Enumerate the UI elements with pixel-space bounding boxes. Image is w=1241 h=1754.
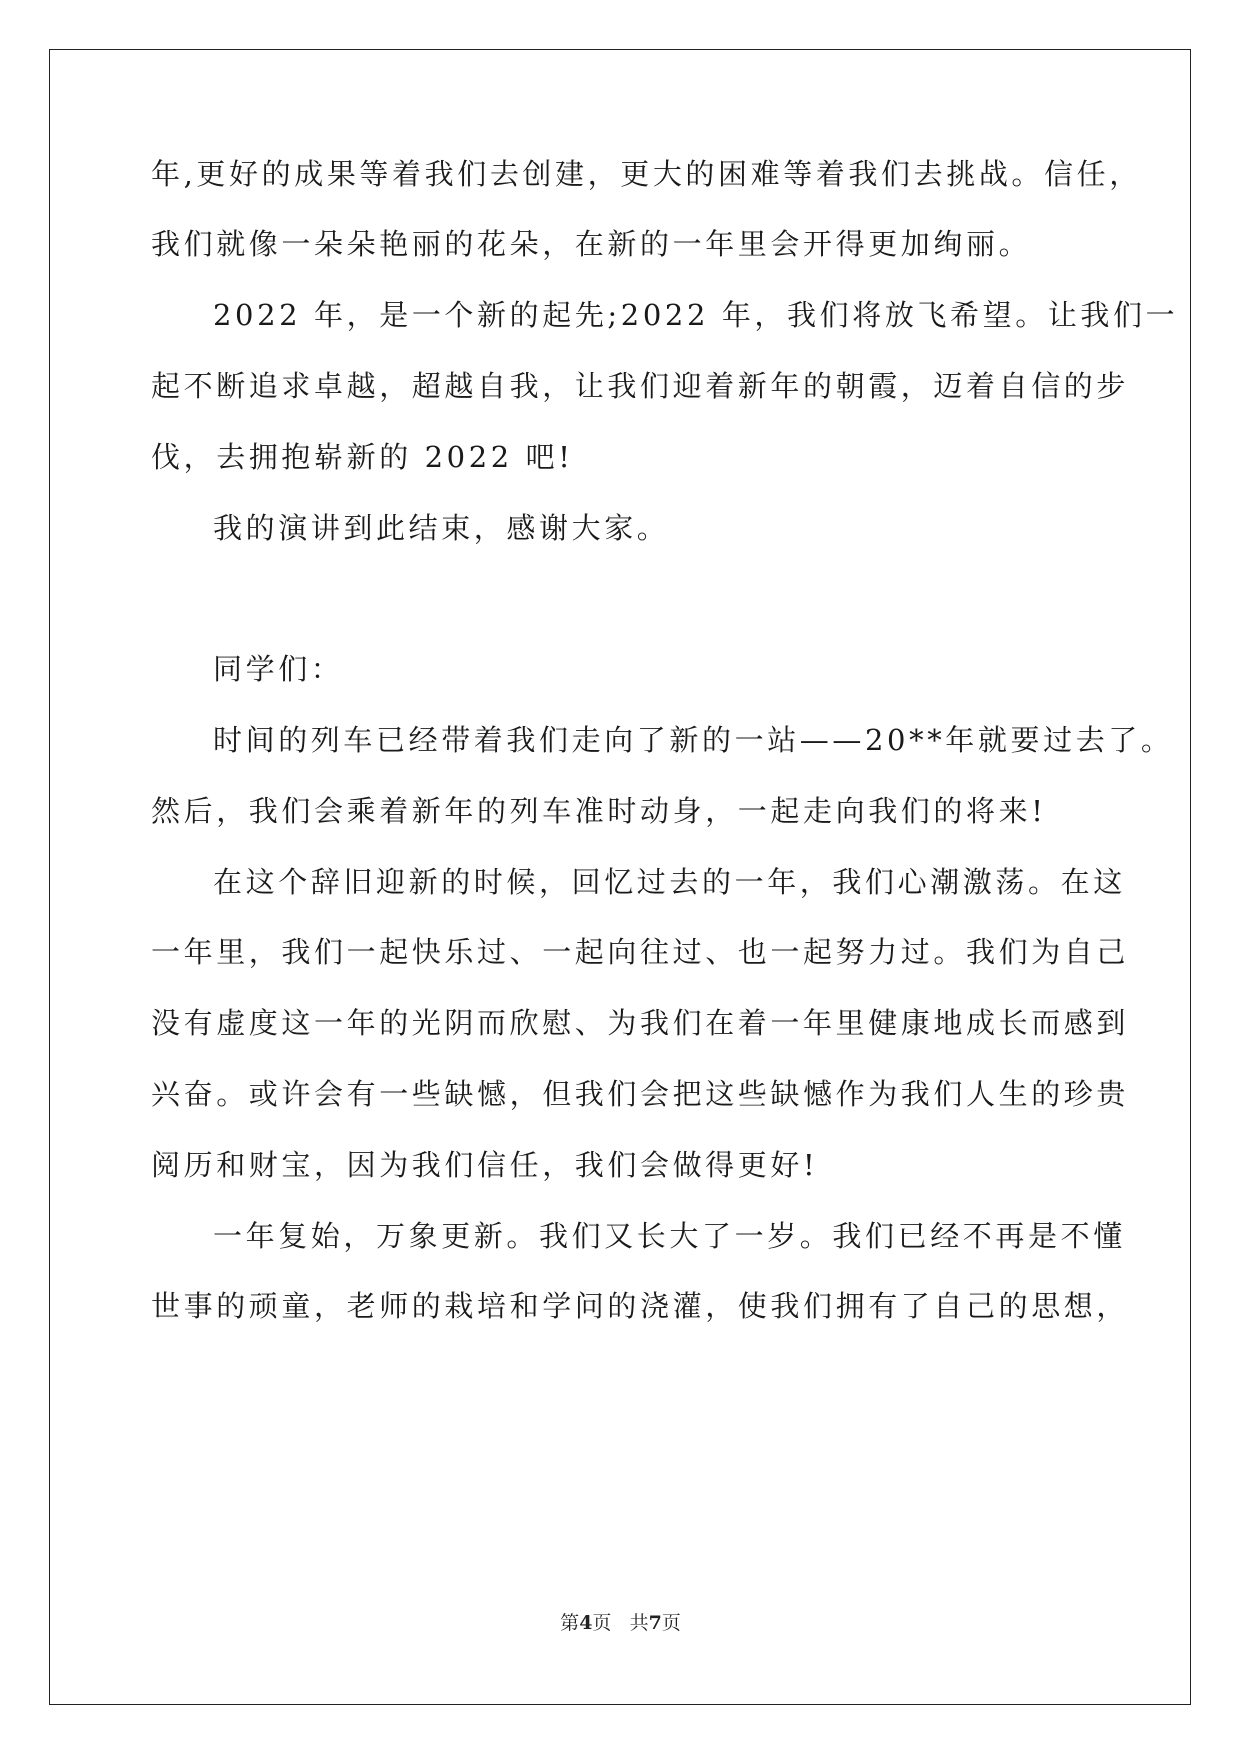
text-line: 世事的顽童，老师的栽培和学问的浇灌，使我们拥有了自己的思想， [151,1289,1130,1323]
page-footer [0,1611,1241,1635]
text-line: 兴奋。或许会有一些缺憾，但我们会把这些缺憾作为我们人生的珍贵 [151,1077,1130,1111]
total-suffix: 页 [661,1612,681,1634]
page-suffix: 页 [592,1612,612,1634]
salutation: 同学们： [213,652,344,686]
text-line: 没有虚度这一年的光阴而欣慰、为我们在着一年里健康地成长而感到 [151,1006,1130,1040]
text-line: 在这个辞旧迎新的时候，回忆过去的一年，我们心潮激荡。在这 [213,865,1126,899]
text-line: 年,更好的成果等着我们去创建，更大的困难等着我们去挑战。信任， [151,157,1142,191]
text-line: 2022 年，是一个新的起先;2022 年，我们将放飞希望。让我们一 [213,298,1179,332]
text-line: 我的演讲到此结束，感谢大家。 [213,511,670,545]
page-number: 4 [579,1612,593,1634]
text-line: 起不断追求卓越，超越自我，让我们迎着新年的朝霞，迈着自信的步 [151,369,1130,403]
total-prefix: 共 [629,1612,649,1634]
page-prefix: 第 [560,1612,580,1634]
total-pages: 7 [648,1612,662,1634]
text-line: 一年里，我们一起快乐过、一起向往过、也一起努力过。我们为自己 [151,935,1130,969]
text-line: 时间的列车已经带着我们走向了新的一站——20**年就要过去了。 [213,723,1174,757]
text-line: 然后，我们会乘着新年的列车准时动身，一起走向我们的将来! [151,794,1047,828]
text-line: 一年复始，万象更新。我们又长大了一岁。我们已经不再是不懂 [213,1219,1126,1253]
text-line: 阅历和财宝，因为我们信任，我们会做得更好! [151,1148,819,1182]
text-line: 我们就像一朵朵艳丽的花朵，在新的一年里会开得更加绚丽。 [151,227,1032,261]
text-line: 伐，去拥抱崭新的 2022 吧! [151,440,574,474]
